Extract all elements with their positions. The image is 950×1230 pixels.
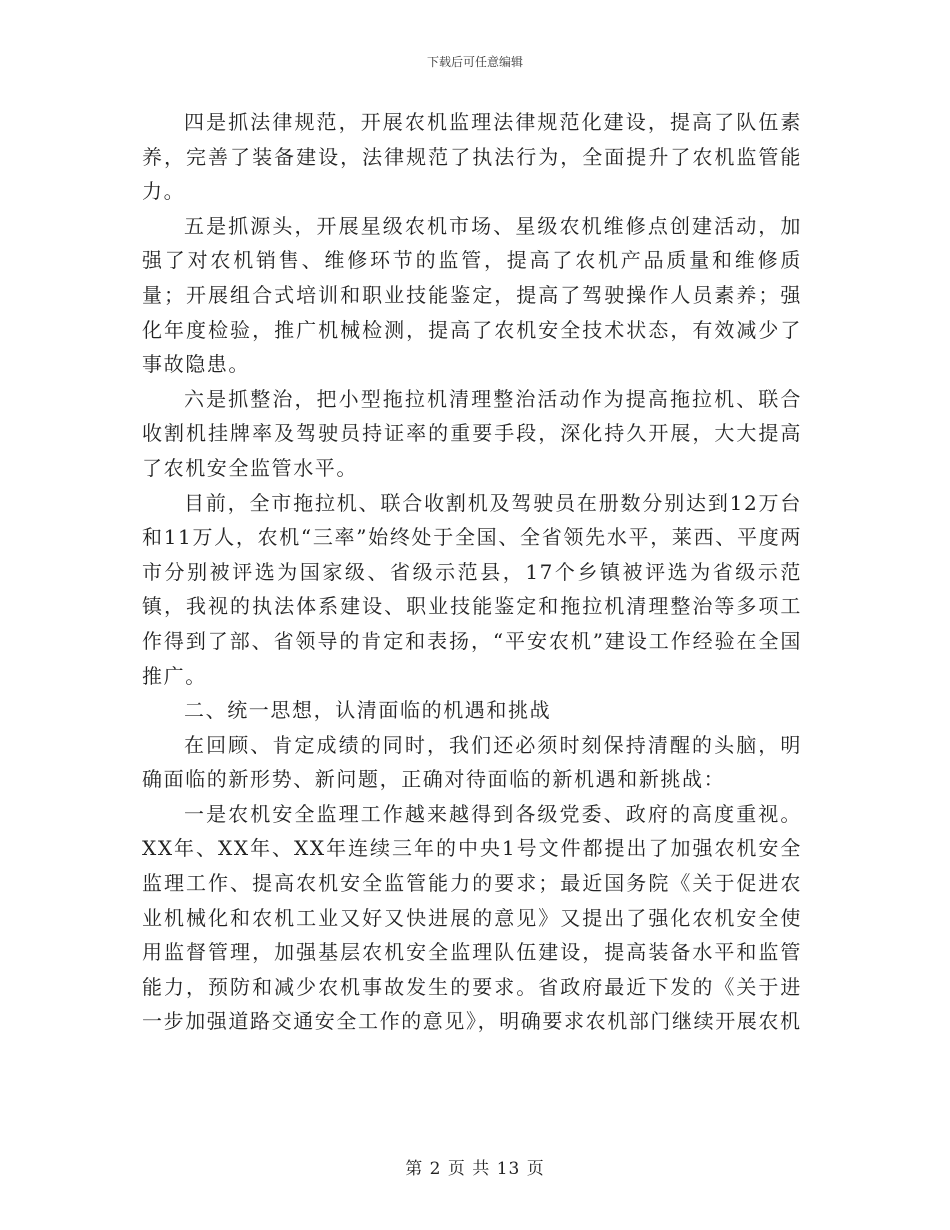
paragraph-four-legal: 四是抓法律规范，开展农机监理法律规范化建设，提高了队伍素养，完善了装备建设，法律规范了执法行为，全面提升了农机监管能力。	[142, 110, 802, 204]
paragraph-five-source: 五是抓源头，开展星级农机市场、星级农机维修点创建活动，加强了对农机销售、维修环节的监管，提高了农机产品质量和维修质量；开展组合式培训和职业技能鉴定，提高了驾驶操作人员素养；强化年度检验，推广机械检测，提高了农机安全技术状态，有效减少了事故隐患。	[142, 213, 802, 377]
document-body	[142, 105, 802, 1039]
paragraph-six-rectification: 六是抓整治，把小型拖拉机清理整治活动作为提高拖拉机、联合收割机挂牌率及驾驶员持证率的重要手段，深化持久开展，大大提高了农机安全监管水平。	[142, 386, 802, 480]
paragraph-one-attention: 一是农机安全监理工作越来越得到各级党委、政府的高度重视。XX年、XX年、XX年连续三年的中央1号文件都提出了加强农机安全监理工作、提高农机安全监管能力的要求；最近国务院《关于促进农业机械化和农机工业又好又快进展的意见》又提出了强化农机安全使用监督管理，加强基层农机安全监理队伍建设，提高装备水平和监管能力，预防和减少农机事故发生的要求。省政府最近下发的《关于进一步加强道路交通安全工作的意见》，明确要求农机部门继续开展农机	[142, 801, 802, 1034]
paragraph-review: 在回顾、肯定成绩的同时，我们还必须时刻保持清醒的头脑，明确面临的新形势、新问题，正确对待面临的新机遇和新挑战：	[142, 732, 802, 792]
paragraph-current-status: 目前，全市拖拉机、联合收割机及驾驶员在册数分别达到12万台和11万人，农机“三率”始终处于全国、全省领先水平，莱西、平度两市分别被评选为国家级、省级示范县，17个乡镇被评选为省级示范镇，我视的执法体系建设、职业技能鉴定和拖拉机清理整治等多项工作得到了部、省领导的肯定和表扬，“平安农机”建设工作经验在全国推广。	[142, 490, 802, 688]
section-heading-two: 二、统一思想，认清面临的机遇和挑战	[184, 698, 552, 723]
header-note: 下载后可任意编辑	[426, 55, 523, 69]
page-number: 第 2 页 共 13 页	[405, 1159, 545, 1179]
